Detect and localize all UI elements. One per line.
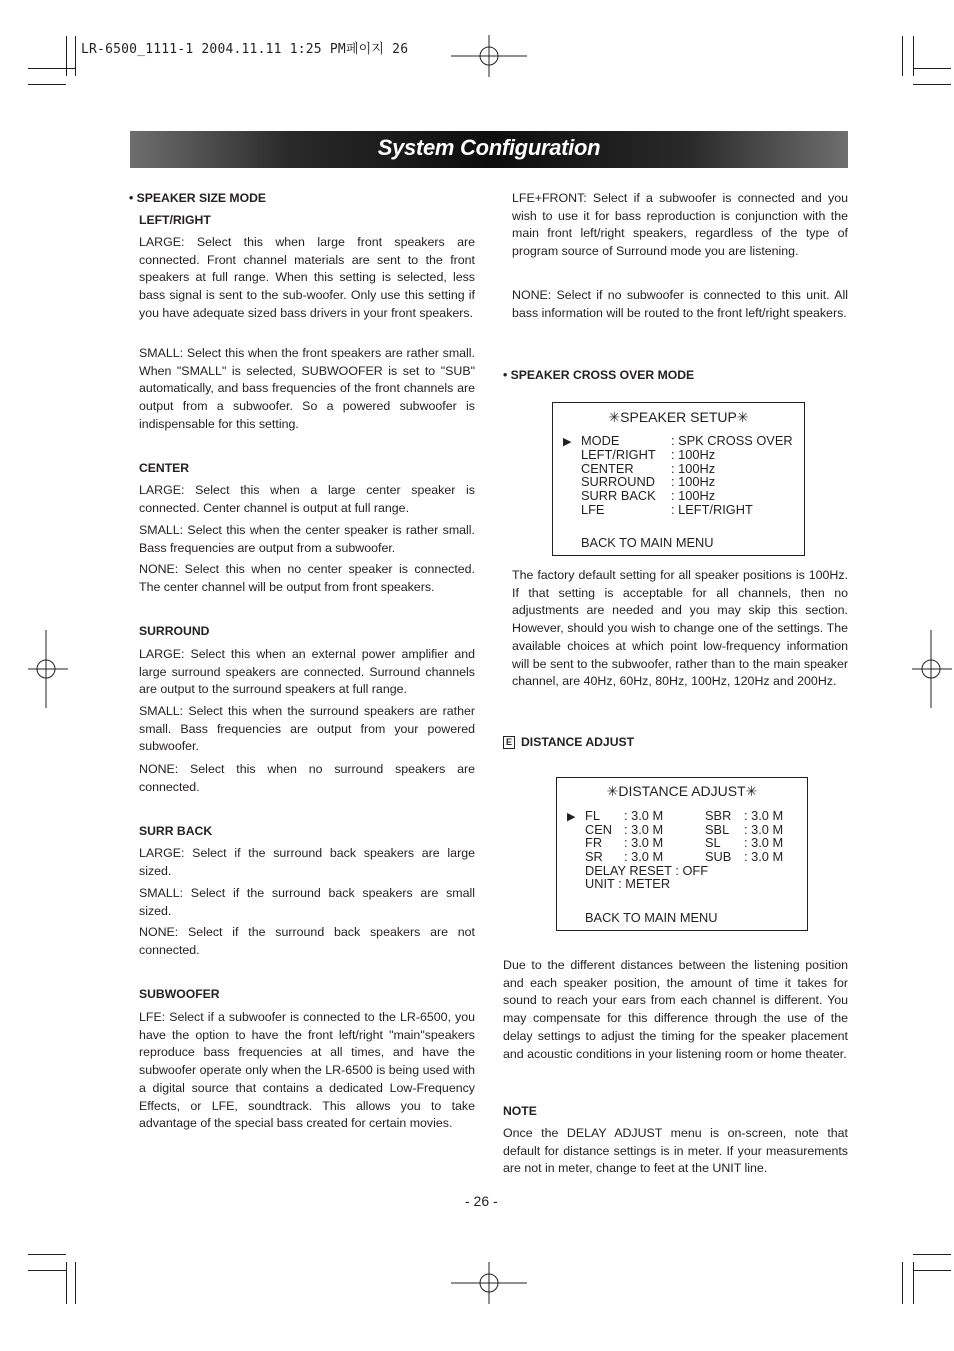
registration-mark-bottom xyxy=(451,1262,527,1304)
speaker-size-mode-heading: • SPEAKER SIZE MODE xyxy=(129,191,266,205)
menu-row-value: : SPK CROSS OVER xyxy=(671,433,793,448)
section-e-icon: E xyxy=(503,736,515,749)
registration-mark-left xyxy=(28,630,68,708)
left-right-large-text: LARGE: Select this when large front speakers are connected. Front channel materials are sent to the front speakers at full range. When this setting is selected, less bass signal is sent to the sub-woofer. Only use this setting if you have adequate sized bass drivers in your front speakers. xyxy=(139,235,475,320)
distance-row-label: SR xyxy=(585,849,603,864)
page-title: System Configuration xyxy=(377,135,601,160)
menu-row-value: : 100Hz xyxy=(671,488,716,503)
distance-row-value: : 3.0 M xyxy=(744,808,784,823)
registration-mark-right xyxy=(912,630,952,708)
distance-adjust-menu xyxy=(556,777,808,931)
distance-row-value: : 3.0 M xyxy=(744,849,784,864)
page-number: - 26 - xyxy=(465,1193,498,1209)
delay-reset-row: DELAY RESET : OFF xyxy=(585,863,709,878)
menu-row-label: SURR BACK xyxy=(581,488,656,503)
distance-row-label: SBL xyxy=(705,822,730,837)
surround-small-text: SMALL: Select this when the surround speakers are rather small. Bass frequencies are output from your powered subwoofer. xyxy=(139,704,475,754)
surround-heading: SURROUND xyxy=(139,624,210,638)
distance-row-value: : 3.0 M xyxy=(744,822,784,837)
print-slug: LR-6500_1111-1 2004.11.11 1:25 PM페이지 26 xyxy=(81,42,409,57)
menu-row-value: : 100Hz xyxy=(671,474,716,489)
distance-row-label: SBR xyxy=(705,808,732,823)
speaker-cross-over-heading: • SPEAKER CROSS OVER MODE xyxy=(503,368,695,382)
surround-large-text: LARGE: Select this when an external power amplifier and large surround speakers are connected. Surround channels are output to the surround speakers at full range. xyxy=(139,647,475,697)
menu-row-value: : LEFT/RIGHT xyxy=(671,502,753,517)
back-to-main-menu: BACK TO MAIN MENU xyxy=(581,535,714,550)
distance-adjust-title: ✳DISTANCE ADJUST✳ xyxy=(606,783,758,799)
menu-pointer-icon: ▶ xyxy=(563,436,572,448)
menu-row-label: LEFT/RIGHT xyxy=(581,447,656,462)
distance-description-text: Due to the different distances between the listening position and each speaker position, the amount of time it takes for sound to reach your ears from each channel is different. You may compensate for this difference through the use of the delay settings to adjust the timing for the speaker placement and acoustic conditions in your listening room or home theater. xyxy=(503,958,848,1061)
distance-row-value: : 3.0 M xyxy=(624,849,664,864)
center-large-text: LARGE: Select this when a large center speaker is connected. Center channel is output at full range. xyxy=(139,483,475,515)
menu-row-label: CENTER xyxy=(581,461,634,476)
subwoofer-heading: SUBWOOFER xyxy=(139,987,220,1001)
unit-row: UNIT : METER xyxy=(585,876,671,891)
distance-row-value: : 3.0 M xyxy=(744,835,784,850)
distance-row-label: FR xyxy=(585,835,603,850)
surr-back-large-text: LARGE: Select if the surround back speakers are large sized. xyxy=(139,846,475,878)
factory-default-text: The factory default setting for all speaker positions is 100Hz. If that setting is acceptable for all channels, then no adjustments are needed and you may skip this section. However, should you wish to change one of the settings. The available choices at which point low-frequency information will be sent to the subwoofer, rather than to the main speaker channel, are 40Hz, 60Hz, 80Hz, 100Hz, 120Hz and 200Hz. xyxy=(512,568,848,689)
distance-row-value: : 3.0 M xyxy=(624,808,664,823)
menu-row-value: : 100Hz xyxy=(671,461,716,476)
left-right-heading: LEFT/RIGHT xyxy=(139,213,211,227)
center-heading: CENTER xyxy=(139,461,190,475)
surr-back-heading: SURR BACK xyxy=(139,824,213,838)
back-to-main-menu: BACK TO MAIN MENU xyxy=(585,910,718,925)
menu-row-label: SURROUND xyxy=(581,474,655,489)
note-text: Once the DELAY ADJUST menu is on-screen, note that default for distance settings is in meter. If your measurements are not in meter, change to feet at the UNIT line. xyxy=(503,1126,848,1176)
speaker-setup-title: ✳SPEAKER SETUP✳ xyxy=(608,409,749,425)
distance-row-label: SL xyxy=(705,835,721,850)
distance-adjust-heading xyxy=(503,734,634,752)
distance-row-label: CEN xyxy=(585,822,613,837)
menu-row-value: : 100Hz xyxy=(671,447,716,462)
distance-row-value: : 3.0 M xyxy=(624,822,664,837)
registration-mark-top xyxy=(451,35,527,77)
center-none-text: NONE: Select this when no center speaker is connected. The center channel will be output from front speakers. xyxy=(139,562,475,594)
center-small-text: SMALL: Select this when the center speaker is rather small. Bass frequencies are output from a subwoofer. xyxy=(139,523,475,555)
left-right-small-text: SMALL: Select this when the front speakers are rather small. When "SMALL" is selected, SUBWOOFER is set to "SUB" automatically, and bass frequencies of the front channels are output from a subwoofer. So a powered subwoofer is indispensable for this setting. xyxy=(139,346,475,431)
distance-adjust-label: DISTANCE ADJUST xyxy=(521,735,635,749)
none-subwoofer-text: NONE: Select if no subwoofer is connected to this unit. All bass information will be routed to the front left/right speakers. xyxy=(512,288,848,320)
distance-row-label: FL xyxy=(585,808,600,823)
note-heading: NOTE xyxy=(503,1104,537,1118)
lfe-front-text: LFE+FRONT: Select if a subwoofer is connected and you wish to use it for bass reproduction is conjunction with the main front left/right speakers, regardless of the type of program source of Surround mode you are listening. xyxy=(512,191,848,259)
subwoofer-lfe-text: LFE: Select if a subwoofer is connected to the LR-6500, you have the option to have the front left/right "main"speakers reproduce bass frequencies at all times, and have the subwoofer operate only when the LR-6500 is being used with a digital source that contains a dedicated Low-Frequency Effects, or LFE, soundtrack. This allows you to take advantage of the special bass created for certain movies. xyxy=(139,1010,475,1131)
title-bar xyxy=(130,131,848,168)
surr-back-small-text: SMALL: Select if the surround back speakers are small sized. xyxy=(139,886,475,918)
menu-row-label: MODE xyxy=(581,433,620,448)
menu-row-label: LFE xyxy=(581,502,605,517)
surround-none-text: NONE: Select this when no surround speakers are connected. xyxy=(139,762,475,794)
speaker-setup-menu xyxy=(552,402,805,556)
distance-row-value: : 3.0 M xyxy=(624,835,664,850)
distance-row-label: SUB xyxy=(705,849,732,864)
surr-back-none-text: NONE: Select if the surround back speakers are not connected. xyxy=(139,925,475,957)
menu-pointer-icon: ▶ xyxy=(567,811,576,823)
